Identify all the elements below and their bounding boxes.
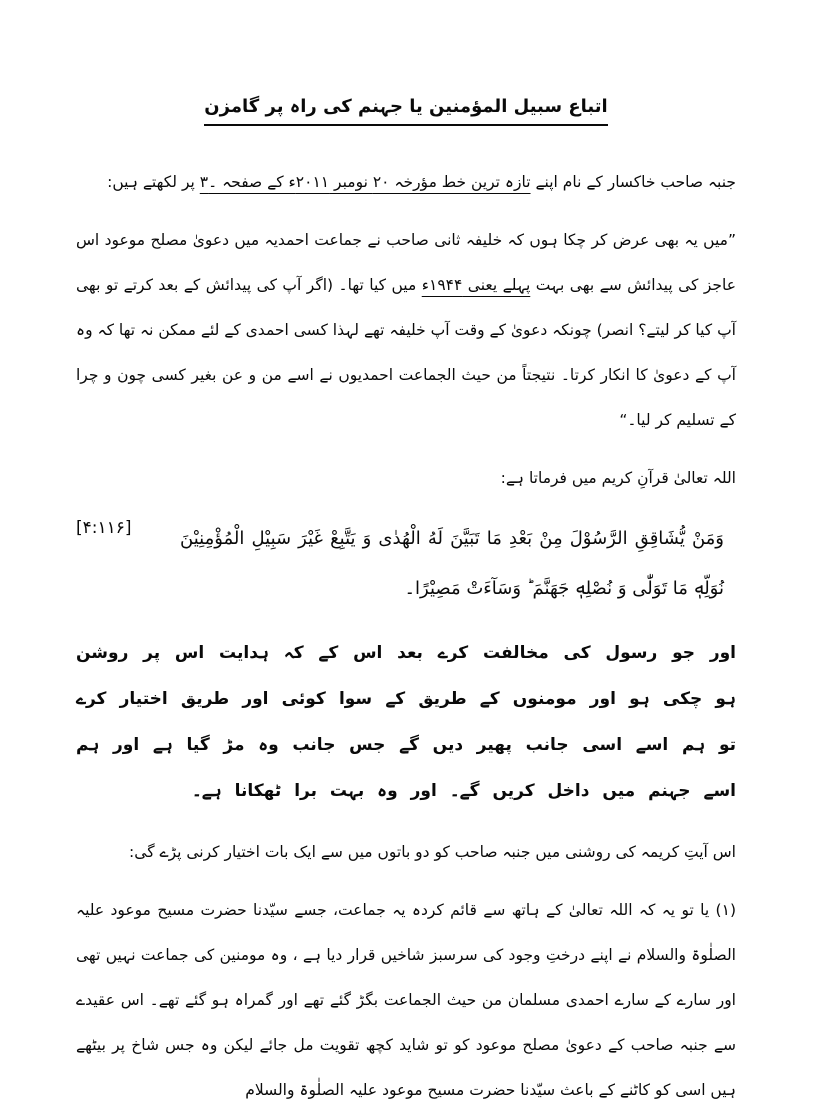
- page-title: [76, 96, 736, 126]
- quran-verse-block: [76, 514, 724, 614]
- intro-text-underlined: تازہ ترین خط مؤرخہ ۲۰ نومبر ۲۰۱۱ء کے صفحہ ۔۳: [199, 173, 531, 191]
- intro-paragraph: [76, 160, 736, 205]
- letter-quote-pre: ”میں یہ بھی عرض کر چکا ہوں کہ خلیفہ ثانی صاحب نے جماعت احمدیہ میں دعویٰ مصلح موعود اس عاجز کی پیدائش سے بھی بہت: [76, 231, 736, 294]
- intro-text-post: پر لکھتے ہیں:: [107, 173, 200, 191]
- intro-text-pre: جنبہ صاحب خاکسار کے نام اپنے: [530, 173, 736, 191]
- point-one-paragraph: (۱) یا تو یہ کہ اللہ تعالیٰ کے ہاتھ سے قائم کردہ یہ جماعت، جسے سیّدنا حضرت مسیح موعود علیہ الصلٰوۃ والسلام نے اپنے درختِ وجود کی سرسبز شاخیں قرار دیا ہے ، وہ مومنین کی جماعت نہیں تھی اور سارے کے سارے احمدی مسلمان من حیث الجماعت بگڑ گئے تھے اور گمراہ ہو گئے تھے۔ اس عقیدے سے جنبہ صاحب کے دعویٰ مصلح موعود کو تو شاید کچھ تقویت مل جائے لیکن وہ جس شاخ پر بیٹھے ہیں اسی کو کاٹنے کے باعث سیّدنا حضرت مسیح موعود علیہ الصلٰوۃ والسلام: [76, 901, 736, 1099]
- letter-quote-underlined: پہلے یعنی ۱۹۴۴ء: [421, 276, 531, 294]
- choice-intro-paragraph: اس آیتِ کریمہ کی روشنی میں جنبہ صاحب کو دو باتوں میں سے ایک بات اختیار کرنی پڑے گی:: [129, 843, 736, 861]
- verse-translation: اور جو رسول کی مخالفت کرے بعد اس کے کہ ہدایت اس پر روشن ہو چکی ہو اور مومنوں کے طریق کے سوا کوئی اور طریق اختیار کرے تو ہم اسے اسی جانب پھیر دیں گے جس جانب وہ مڑ گیا ہے اور ہم اسے جہنم میں داخل کریں گے۔ اور وہ بہت برا ٹھکانا ہے۔: [76, 643, 736, 801]
- letter-quote-post: میں کیا تھا۔ (اگر آپ کی پیدائش کے بعد کرتے تو بھی آپ کیا کر لیتے؟ انصر) چونکہ دعویٰ کے وقت آپ خلیفہ تھے لہذا کسی احمدی کے لئے ممکن نہ تھا کہ وہ آپ کے دعویٰ کا انکار کرتا۔ نتیجتاً من حیث الجماعت احمدیوں نے اسے من و عن بغیر کسی چون و چرا کے تسلیم کر لیا۔“: [76, 276, 736, 429]
- quran-verse-arabic: وَمَنْ يُّشَاقِقِ الرَّسُوْلَ مِنْ بَعْدِ مَا تَبَيَّنَ لَهُ الْهُدٰى وَ يَتَّبِعْ غَيْرَ سَبِيْلِ الْمُؤْمِنِيْنَ نُوَلِّهٖ مَا تَوَلّٰى وَ نُصْلِهٖ جَهَنَّمَ ؕ وَسَآءَتْ مَصِيْرًا۔: [180, 528, 724, 599]
- letter-quote-paragraph: [76, 218, 736, 443]
- verse-reference: [۴:۱۱۶]: [76, 518, 132, 538]
- page-title-text: اتباع سبیل المؤمنین یا جہنم کی راہ پر گامزن: [204, 96, 607, 126]
- quran-intro-line: اللہ تعالیٰ قرآنِ کریم میں فرماتا ہے:: [500, 469, 736, 487]
